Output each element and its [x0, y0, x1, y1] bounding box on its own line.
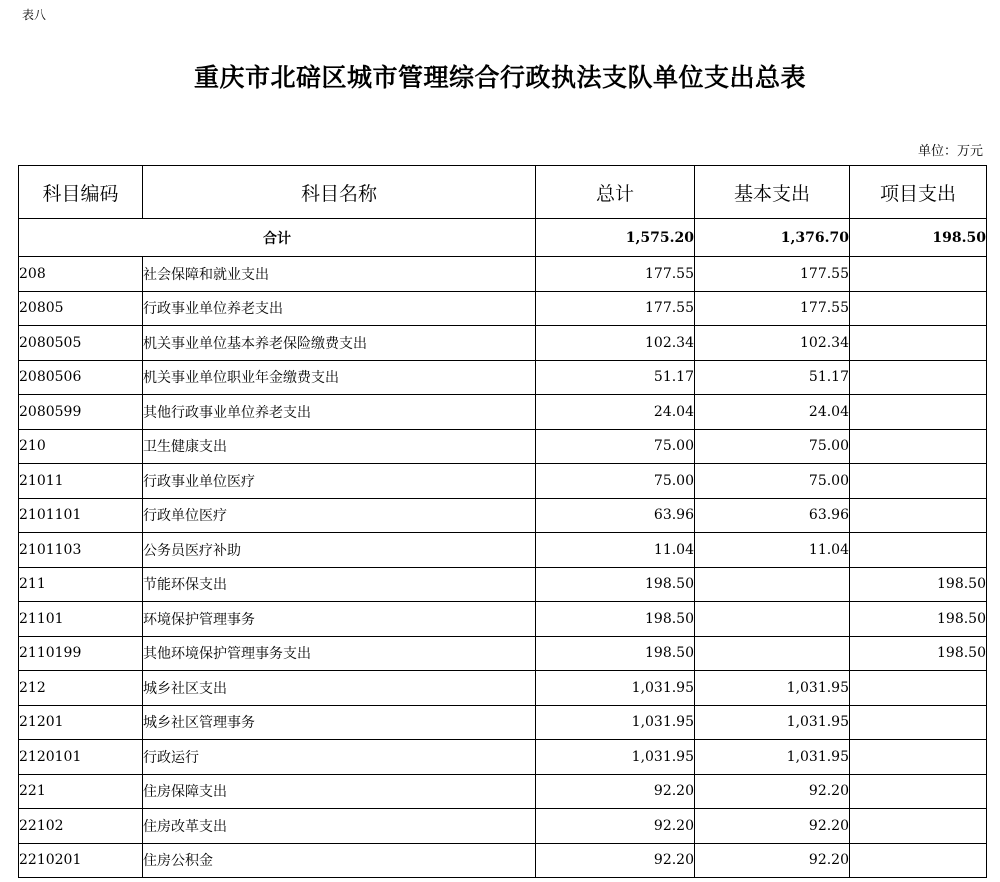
table-row [19, 809, 987, 844]
row-code: 2080599 [19, 395, 143, 430]
row-basic: 24.04 [695, 395, 850, 430]
row-code: 2120101 [19, 740, 143, 775]
row-name: 住房改革支出 [143, 809, 536, 844]
row-total: 1,031.95 [536, 740, 695, 775]
row-code: 211 [19, 567, 143, 602]
row-name: 社会保障和就业支出 [143, 257, 536, 292]
row-basic: 1,031.95 [695, 671, 850, 706]
row-total: 92.20 [536, 774, 695, 809]
row-total: 1,031.95 [536, 705, 695, 740]
row-basic [695, 636, 850, 671]
row-code: 210 [19, 429, 143, 464]
row-total: 198.50 [536, 636, 695, 671]
expenditure-table [18, 165, 987, 878]
row-project [850, 774, 987, 809]
row-code: 2101103 [19, 533, 143, 568]
row-total: 198.50 [536, 602, 695, 637]
row-project [850, 429, 987, 464]
table-row [19, 395, 987, 430]
row-name: 城乡社区管理事务 [143, 705, 536, 740]
total-project: 198.50 [850, 219, 987, 257]
row-name: 行政单位医疗 [143, 498, 536, 533]
row-total: 92.20 [536, 809, 695, 844]
row-basic: 51.17 [695, 360, 850, 395]
table-row [19, 498, 987, 533]
row-name: 行政事业单位医疗 [143, 464, 536, 499]
table-number-label: 表八 [22, 8, 47, 22]
row-name: 住房保障支出 [143, 774, 536, 809]
table-row [19, 429, 987, 464]
row-code: 21201 [19, 705, 143, 740]
table-row [19, 257, 987, 292]
row-project: 198.50 [850, 602, 987, 637]
row-basic: 177.55 [695, 257, 850, 292]
row-project [850, 360, 987, 395]
row-project [850, 671, 987, 706]
row-name: 行政运行 [143, 740, 536, 775]
header-name: 科目名称 [143, 166, 536, 219]
table-row [19, 705, 987, 740]
row-basic: 92.20 [695, 843, 850, 878]
table-row [19, 464, 987, 499]
row-name: 住房公积金 [143, 843, 536, 878]
table-header-row [19, 166, 987, 219]
table-row [19, 671, 987, 706]
row-project [850, 291, 987, 326]
row-total: 177.55 [536, 257, 695, 292]
row-name: 机关事业单位职业年金缴费支出 [143, 360, 536, 395]
row-basic [695, 602, 850, 637]
row-project [850, 843, 987, 878]
row-basic: 1,031.95 [695, 740, 850, 775]
row-total: 102.34 [536, 326, 695, 361]
row-total: 63.96 [536, 498, 695, 533]
total-basic: 1,376.70 [695, 219, 850, 257]
row-total: 24.04 [536, 395, 695, 430]
row-code: 2101101 [19, 498, 143, 533]
table-row [19, 533, 987, 568]
table-row [19, 326, 987, 361]
row-basic: 63.96 [695, 498, 850, 533]
table-row [19, 567, 987, 602]
header-code: 科目编码 [19, 166, 143, 219]
row-code: 20805 [19, 291, 143, 326]
table-row [19, 602, 987, 637]
table-row [19, 291, 987, 326]
row-code: 2080505 [19, 326, 143, 361]
total-row [19, 219, 987, 257]
row-total: 11.04 [536, 533, 695, 568]
table-row [19, 740, 987, 775]
row-project [850, 395, 987, 430]
row-name: 节能环保支出 [143, 567, 536, 602]
row-code: 21101 [19, 602, 143, 637]
row-basic: 177.55 [695, 291, 850, 326]
row-name: 其他环境保护管理事务支出 [143, 636, 536, 671]
row-project [850, 809, 987, 844]
total-sum: 1,575.20 [536, 219, 695, 257]
table-row [19, 843, 987, 878]
row-code: 2110199 [19, 636, 143, 671]
row-project [850, 705, 987, 740]
row-basic: 1,031.95 [695, 705, 850, 740]
unit-label: 单位：万元 [917, 144, 983, 159]
row-basic: 92.20 [695, 774, 850, 809]
row-name: 卫生健康支出 [143, 429, 536, 464]
table-row [19, 360, 987, 395]
table-row [19, 636, 987, 671]
row-code: 21011 [19, 464, 143, 499]
row-total: 177.55 [536, 291, 695, 326]
row-basic: 102.34 [695, 326, 850, 361]
table-row [19, 774, 987, 809]
row-total: 92.20 [536, 843, 695, 878]
row-project [850, 533, 987, 568]
row-basic: 92.20 [695, 809, 850, 844]
row-name: 城乡社区支出 [143, 671, 536, 706]
row-code: 2210201 [19, 843, 143, 878]
page-title: 重庆市北碚区城市管理综合行政执法支队单位支出总表 [193, 63, 806, 92]
row-total: 75.00 [536, 429, 695, 464]
row-total: 51.17 [536, 360, 695, 395]
header-project: 项目支出 [850, 166, 987, 219]
row-basic: 75.00 [695, 429, 850, 464]
row-name: 机关事业单位基本养老保险缴费支出 [143, 326, 536, 361]
row-code: 221 [19, 774, 143, 809]
header-total: 总计 [536, 166, 695, 219]
header-basic: 基本支出 [695, 166, 850, 219]
total-label: 合计 [19, 219, 536, 257]
row-name: 行政事业单位养老支出 [143, 291, 536, 326]
row-code: 208 [19, 257, 143, 292]
row-name: 其他行政事业单位养老支出 [143, 395, 536, 430]
row-project [850, 326, 987, 361]
row-code: 212 [19, 671, 143, 706]
row-name: 公务员医疗补助 [143, 533, 536, 568]
row-total: 1,031.95 [536, 671, 695, 706]
row-project [850, 498, 987, 533]
row-name: 环境保护管理事务 [143, 602, 536, 637]
row-code: 22102 [19, 809, 143, 844]
row-project [850, 257, 987, 292]
row-basic: 75.00 [695, 464, 850, 499]
row-project [850, 464, 987, 499]
row-project [850, 740, 987, 775]
row-project: 198.50 [850, 567, 987, 602]
row-total: 198.50 [536, 567, 695, 602]
row-basic [695, 567, 850, 602]
row-code: 2080506 [19, 360, 143, 395]
row-project: 198.50 [850, 636, 987, 671]
row-total: 75.00 [536, 464, 695, 499]
row-basic: 11.04 [695, 533, 850, 568]
